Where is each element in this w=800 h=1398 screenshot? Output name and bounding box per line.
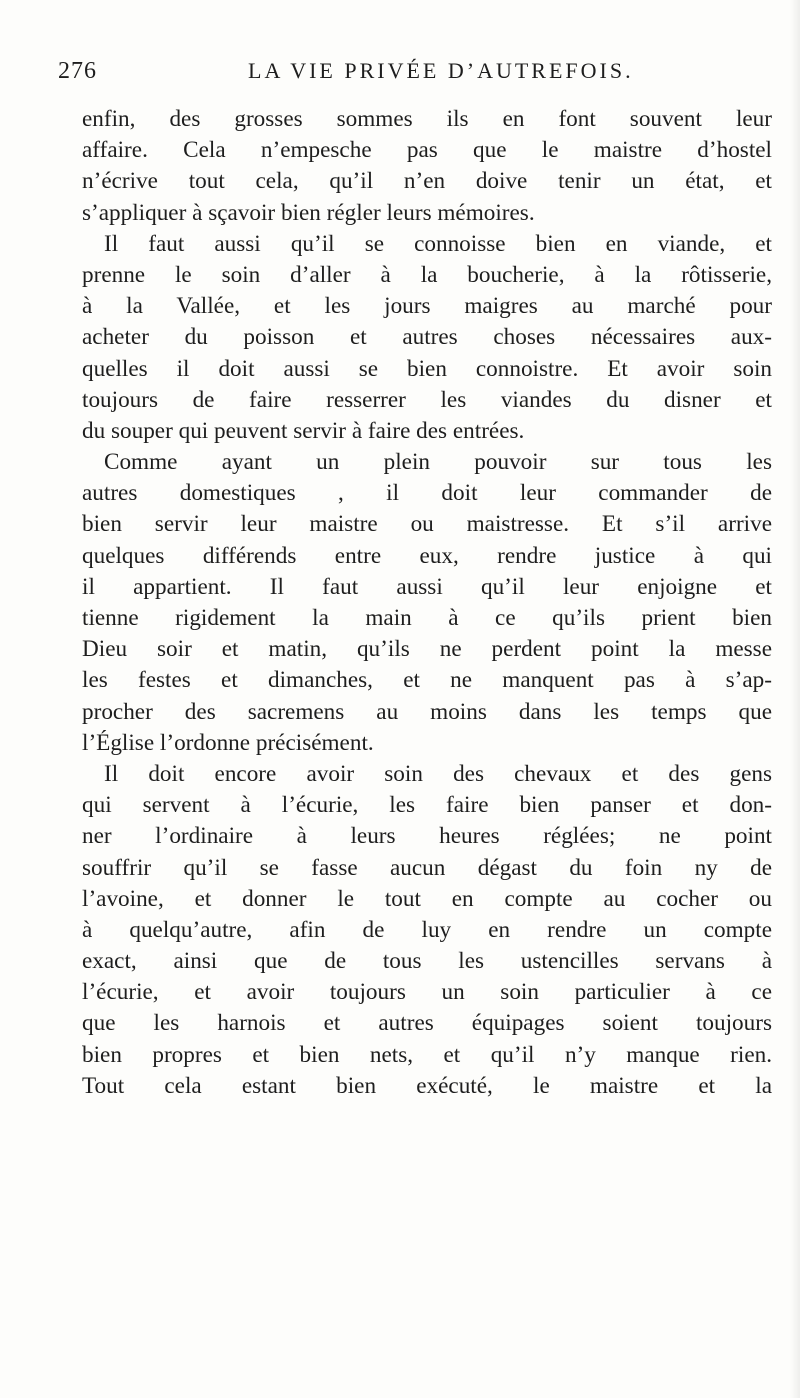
text-line: l’avoine, et donner le tout en compte au cocher ou xyxy=(82,885,772,912)
text-line: toujours de faire resserrer les viandes du disner et xyxy=(82,386,772,413)
text-line: prenne le soin d’aller à la boucherie, à la rôtisserie, xyxy=(82,261,772,288)
text-line: acheter du poisson et autres choses nécessaires aux- xyxy=(82,324,772,351)
text-line: enfin, des grosses sommes ils en font souvent leur xyxy=(82,106,772,132)
text-line: du souper qui peuvent servir à faire des entrées. xyxy=(82,417,525,444)
body-text xyxy=(82,104,772,1102)
page-edge-shadow xyxy=(790,0,800,1398)
text-line: autres domestiques , il doit leur commander de xyxy=(82,480,772,507)
text-line: à la Vallée, et les jours maigres au marché pour xyxy=(82,293,772,320)
text-line: Il doit encore avoir soin des chevaux et des gens xyxy=(104,760,772,787)
text-line: l’écurie, et avoir toujours un soin particulier à ce xyxy=(82,979,772,1006)
text-line: procher des sacremens au moins dans les temps que xyxy=(82,698,772,725)
text-line: quelles il doit aussi se bien connoistre. Et avoir soin xyxy=(82,355,772,382)
text-line: quelques différends entre eux, rendre justice à qui xyxy=(82,542,772,569)
text-line: qui servent à l’écurie, les faire bien panser et don- xyxy=(82,792,772,819)
text-line: l’Église l’ordonne précisément. xyxy=(82,729,374,756)
running-title: LA VIE PRIVÉE D’AUTREFOIS. xyxy=(248,58,634,83)
text-line: ner l’ordinaire à leurs heures réglées; ne point xyxy=(82,823,772,850)
text-line: il appartient. Il faut aussi qu’il leur enjoigne et xyxy=(82,573,772,600)
text-line: Comme ayant un plein pouvoir sur tous les xyxy=(104,449,772,476)
text-line: s’appliquer à sçavoir bien régler leurs mémoires. xyxy=(82,199,535,226)
text-line: n’écrive tout cela, qu’il n’en doive tenir un état, et xyxy=(82,168,772,195)
text-line: bien servir leur maistre ou maistresse. Et s’il arrive xyxy=(82,511,772,538)
text-line: tienne rigidement la main à ce qu’ils prient bien xyxy=(82,605,772,631)
text-line: affaire. Cela n’empesche pas que le maistre d’hostel xyxy=(82,137,772,164)
text-line: Il faut aussi qu’il se connoisse bien en viande, et xyxy=(104,230,772,257)
text-line: les festes et dimanches, et ne manquent pas à s’ap- xyxy=(82,667,772,694)
text-line: que les harnois et autres équipages soient toujours xyxy=(82,1010,772,1037)
text-line: souffrir qu’il se fasse aucun dégast du foin ny de xyxy=(82,854,772,881)
running-head xyxy=(58,58,758,92)
text-line: bien propres et bien nets, et qu’il n’y manque rien. xyxy=(82,1041,772,1068)
text-line: Tout cela estant bien exécuté, le maistre et la xyxy=(82,1072,772,1099)
page-number: 276 xyxy=(58,58,97,84)
text-line: exact, ainsi que de tous les ustencilles servans à xyxy=(82,948,772,975)
text-line: à quelqu’autre, afin de luy en rendre un compte xyxy=(82,916,772,943)
text-line: Dieu soir et matin, qu’ils ne perdent point la messe xyxy=(82,636,772,663)
